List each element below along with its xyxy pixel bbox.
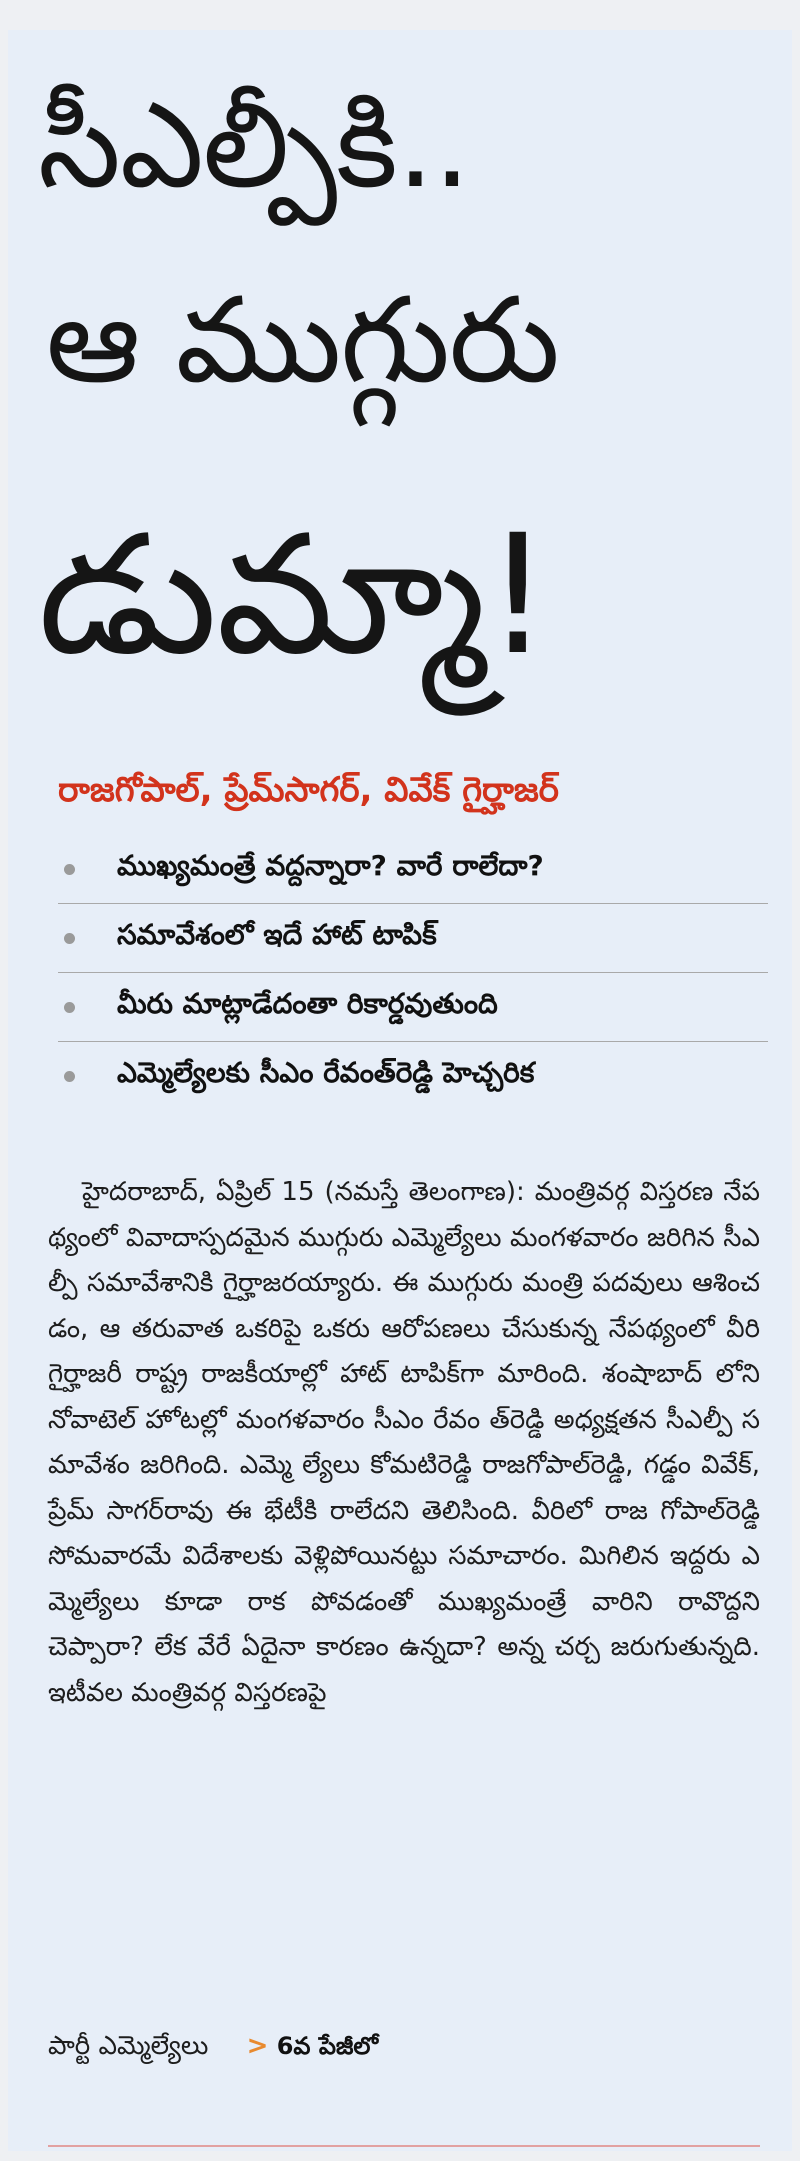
bullet-list <box>58 835 768 1110</box>
headline-line-3: డుమ్మా! <box>38 499 550 691</box>
continuation-line <box>48 2031 760 2067</box>
bullet-dot-icon <box>64 1002 75 1013</box>
continuation-arrow-icon: > <box>246 2031 269 2061</box>
continuation-text: పార్టీ ఎమ్మెల్యేలు <box>48 2031 209 2061</box>
headline-line-2: ఆ ముగ్గురు <box>46 271 559 409</box>
bullet-text: ఎమ్మెల్యేలకు సీఎం రేవంత్‌రెడ్డి హెచ్చరిక <box>117 1056 535 1089</box>
bullet-item <box>58 904 768 973</box>
bullet-dot-icon <box>64 864 75 875</box>
bullet-dot-icon <box>64 1071 75 1082</box>
news-article <box>8 30 792 2151</box>
bullet-item <box>58 1042 768 1110</box>
bottom-divider <box>48 2145 760 2147</box>
bullet-text: ముఖ్యమంత్రే వద్దన్నారా? వారే రాలేదా? <box>117 849 544 882</box>
headline-line-1: సీఎల్పీకి.. <box>38 76 470 214</box>
bullet-item <box>58 973 768 1042</box>
bullet-text: సమావేశంలో ఇదే హాట్ టాపిక్ <box>117 918 437 951</box>
bullet-item <box>58 835 768 904</box>
subheadline: రాజగోపాల్, ప్రేమ్‌సాగర్, వివేక్ గైర్హాజర్ <box>58 770 559 810</box>
continued-on-page-link[interactable]: 6వ పేజీలో <box>276 2032 379 2060</box>
bullet-text: మీరు మాట్లాడేదంతా రికార్డవుతుంది <box>117 987 498 1020</box>
bullet-dot-icon <box>64 933 75 944</box>
article-body: హైదరాబాద్, ఏప్రిల్ 15 (నమస్తే తెలంగాణ): మంత్రివర్గ విస్తరణ నేపథ్యంలో వివాదాస్పదమైన ముగ్గురు ఎమ్మెల్యేలు మంగళవారం జరిగిన సీఎల్పీ సమావేశానికి గైర్హాజరయ్యారు. ఈ ముగ్గురు మంత్రి పదవులు ఆశించడం, ఆ తరువాత ఒకరిపై ఒకరు ఆరోపణలు చేసుకున్న నేపథ్యంలో వీరి గైర్హాజరీ రాష్ట్ర రాజకీయాల్లో హాట్ టాపిక్‌గా మారింది. శంషాబాద్ లోని నోవాటెల్ హోటల్లో మంగళవారం సీఎం రేవం త్‌రెడ్డి అధ్యక్షతన సీఎల్పీ సమావేశం జరిగింది. ఎమ్మె ల్యేలు కోమటిరెడ్డి రాజగోపాల్‌రెడ్డి, గడ్డం వివేక్, ప్రేమ్ సాగర్‌రావు ఈ భేటీకి రాలేదని తెలిసింది. వీరిలో రాజ గోపాల్‌రెడ్డి సోమవారమే విదేశాలకు వెళ్లిపోయినట్టు సమాచారం. మిగిలిన ఇద్దరు ఎమ్మెల్యేలు కూడా రాక పోవడంతో ముఖ్యమంత్రే వారిని రావొద్దని చెప్పారా? లేక వేరే ఏదైనా కారణం ఉన్నదా? అన్న చర్చ జరుగుతున్నది. ఇటీవల మంత్రివర్గ విస్తరణపై <box>48 1177 760 1708</box>
